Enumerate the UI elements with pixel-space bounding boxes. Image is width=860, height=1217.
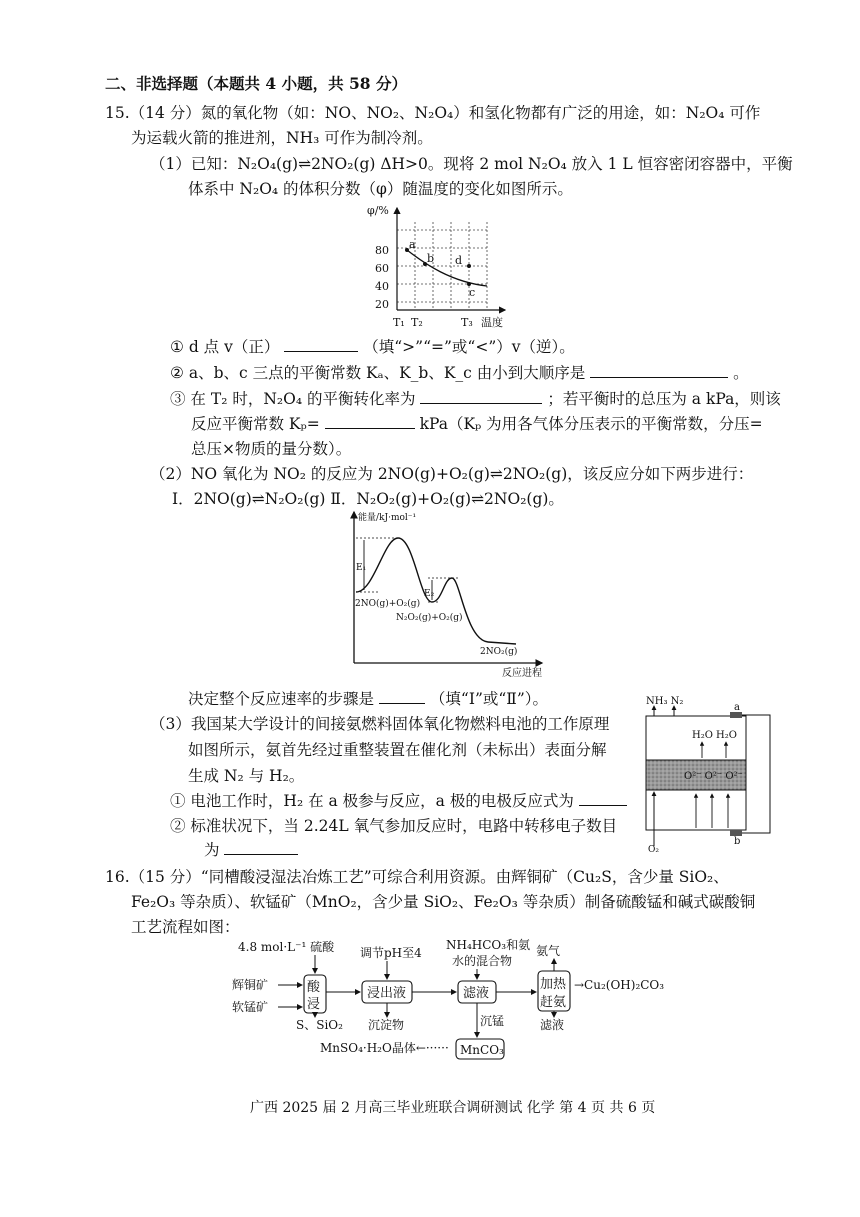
q15-3-2-prefix: 为	[204, 841, 220, 859]
q15-1-3-mid: ；若平衡时的总压为 a kPa，则该	[547, 390, 781, 408]
q15-3-1	[170, 789, 627, 811]
page-footer: 广西 2025 届 2 月高三毕业班联合调研测试 化学 第 4 页 共 6 页	[250, 1100, 656, 1116]
residue-s-sio2: S、SiO₂	[296, 1018, 343, 1032]
q15-part2-line1: （2）NO 氧化为 NO₂ 的反应为 2NO(g)+O₂(g)⇌2NO₂(g)，该反应分如下两步进行：	[150, 465, 754, 483]
q15-3-1-text: ① 电池工作时，H₂ 在 a 极参与反应，a 极的电极反应式为	[170, 792, 574, 810]
q15-stem-line1: 15.（14 分）氮的氧化物（如：NO、NO₂、N₂O₄）和氢化物都有广泛的用途，如：N₂O₄ 可作	[105, 104, 761, 122]
point-d	[467, 264, 471, 268]
q15-1-3	[170, 387, 781, 409]
energy-dashes	[356, 538, 458, 602]
q15-part1-line2: 体系中 N₂O₄ 的体积分数（φ）随温度的变化如图所示。	[188, 180, 573, 198]
box-heat-1: 加热	[540, 977, 567, 992]
q15-1-1-suffix: （填“>”“=”或“<”）v（逆）。	[363, 338, 575, 356]
q16-line3: 工艺流程如图：	[131, 918, 240, 936]
state-n2o2-o2: N₂O₂(g)+O₂(g)	[396, 613, 463, 623]
answer-blank-3[interactable]	[420, 388, 542, 405]
q15-1-1-prefix: ① d 点 v（正）	[170, 338, 280, 356]
o2-ion-labels: O²⁻ O²⁻ O²⁻	[684, 771, 743, 782]
energy-profile-diagram	[328, 508, 548, 680]
q15-part1-line1: （1）已知：N₂O₄(g)⇌2NO₂(g) ΔH>0。现将 2 mol N₂O₄ 放入 1 L 恒容密闭容器中，平衡	[150, 155, 793, 173]
ytick-60: 60	[375, 262, 389, 275]
label-c: c	[469, 286, 476, 299]
chart-xlabel: 温度	[481, 316, 503, 329]
answer-blank-7[interactable]	[224, 839, 298, 856]
ore-chalcocite: 辉铜矿	[232, 978, 269, 992]
q15-part3-line2: 如图所示，氨首先经过重整装置在催化剂（未标出）表面分解	[188, 741, 607, 759]
section-title: 二、非选择题（本题共 4 小题，共 58 分）	[105, 74, 407, 93]
ytick-40: 40	[375, 280, 389, 293]
q15-1-3-line3: 总压×物质的量分数）。	[191, 440, 352, 458]
box-filtrate-label: 滤液	[463, 986, 490, 1001]
q15-3-2-line2	[204, 838, 298, 860]
q15-2-question	[188, 687, 548, 709]
box-heat-2: 赶氨	[540, 995, 567, 1010]
chart-curve	[407, 250, 487, 286]
precipitate: 沉淀物	[368, 1018, 405, 1032]
q15-1-1	[170, 335, 575, 357]
label-a: a	[409, 238, 416, 251]
q15-1-3-unit: kPa（Kₚ 为用各气体分压表示的平衡常数，分压=	[419, 415, 763, 433]
ytick-20: 20	[375, 298, 389, 311]
q15-1-2-prefix: ② a、b、c 三点的平衡常数 Kₐ、K_b、K_c 由小到大顺序是	[170, 364, 586, 382]
volume-fraction-chart	[355, 200, 525, 332]
label-d: d	[455, 254, 463, 267]
q15-1-3-line2	[191, 412, 763, 434]
q15-3-2: ② 标准状况下，当 2.24L 氧气参加反应时，电路中转移电子数目	[170, 817, 618, 835]
q16-line1: 16.（15 分）“同槽酸浸湿法冶炼工艺”可综合利用资源。由辉铜矿（Cu₂S，含少量 SiO₂、	[105, 868, 729, 886]
reagent-line2: 水的混合物	[452, 954, 513, 968]
box-acid-leach-2: 浸	[307, 997, 321, 1012]
box-mnco3-label: MnCO₃	[460, 1043, 504, 1057]
process-flow-diagram	[228, 935, 698, 1063]
o2-inlet-label: O₂	[648, 845, 659, 854]
energy-ylabel: 能量/kJ·mol⁻¹	[358, 513, 417, 523]
chart-ylabel: φ/%	[367, 204, 389, 217]
electrode-a-label: a	[734, 702, 740, 713]
q15-1-3-prefix: ③ 在 T₂ 时，N₂O₄ 的平衡转化率为	[170, 390, 416, 408]
answer-blank-2[interactable]	[590, 362, 728, 379]
label-b: b	[427, 252, 435, 265]
fuel-cell-diagram	[640, 688, 776, 854]
ytick-80: 80	[375, 244, 389, 257]
q15-1-2-suffix: 。	[733, 364, 749, 382]
box-leachate-label: 浸出液	[367, 986, 407, 1001]
ph-adjust: 调节pH至4	[360, 946, 422, 960]
q15-stem-line2: 为运载火箭的推进剂，NH₃ 可作为制冷剂。	[131, 129, 433, 147]
energy-xlabel: 反应进程	[502, 668, 542, 679]
h2o-label-2: H₂O	[716, 730, 737, 741]
state-2no-o2: 2NO(g)+O₂(g)	[355, 599, 421, 609]
electrode-b-label: b	[734, 836, 741, 847]
q15-1-2	[170, 361, 749, 383]
state-2no2: 2NO₂(g)	[480, 647, 518, 657]
answer-blank-5[interactable]	[379, 688, 425, 705]
q15-2-suffix: （填“Ⅰ”或“Ⅱ”）。	[429, 690, 548, 708]
ammonia-gas: 氨气	[536, 944, 561, 958]
mn-precipitation: 沉锰	[480, 1014, 505, 1028]
answer-blank-4[interactable]	[325, 413, 415, 430]
acid-reagent: 4.8 mol·L⁻¹ 硫酸	[238, 940, 335, 954]
xtick-t2: T₂	[411, 316, 423, 329]
q15-1-3-kp: 反应平衡常数 Kₚ=	[191, 415, 320, 433]
product-mnso4: MnSO₄·H₂O晶体←······	[320, 1041, 449, 1055]
box-acid-leach-1: 酸	[307, 980, 321, 995]
q15-part2-line2: Ⅰ．2NO(g)⇌N₂O₂(g) Ⅱ．N₂O₂(g)+O₂(g)⇌2NO₂(g)。	[172, 490, 564, 508]
xtick-t1: T₁	[393, 316, 405, 329]
h2o-label-1: H₂O	[692, 730, 713, 741]
energy-curve	[356, 538, 516, 644]
cell-top-gases: NH₃ N₂	[646, 696, 684, 707]
product-cu: →Cu₂(OH)₂CO₃	[574, 978, 665, 992]
q16-line2: Fe₂O₃ 等杂质）、软锰矿（MnO₂，含少量 SiO₂、Fe₂O₃ 等杂质）制备硫酸锰和碱式碳酸铜	[131, 893, 756, 911]
q15-part3-line1: （3）我国某大学设计的间接氨燃料固体氧化物燃料电池的工作原理	[150, 715, 610, 733]
filtrate-2: 滤液	[540, 1018, 565, 1032]
ore-pyrolusite: 软锰矿	[232, 1000, 269, 1014]
xtick-t3: T₃	[461, 316, 473, 329]
reagent-line1: NH₄HCO₃和氨	[446, 938, 531, 952]
answer-blank-6[interactable]	[579, 790, 627, 807]
e2-label: E₂	[424, 589, 435, 599]
answer-blank-1[interactable]	[284, 336, 358, 353]
q15-part3-line3: 生成 N₂ 与 H₂。	[188, 767, 305, 785]
e1-label: E₁	[356, 563, 367, 573]
q15-2-prefix: 决定整个反应速率的步骤是	[188, 690, 375, 708]
